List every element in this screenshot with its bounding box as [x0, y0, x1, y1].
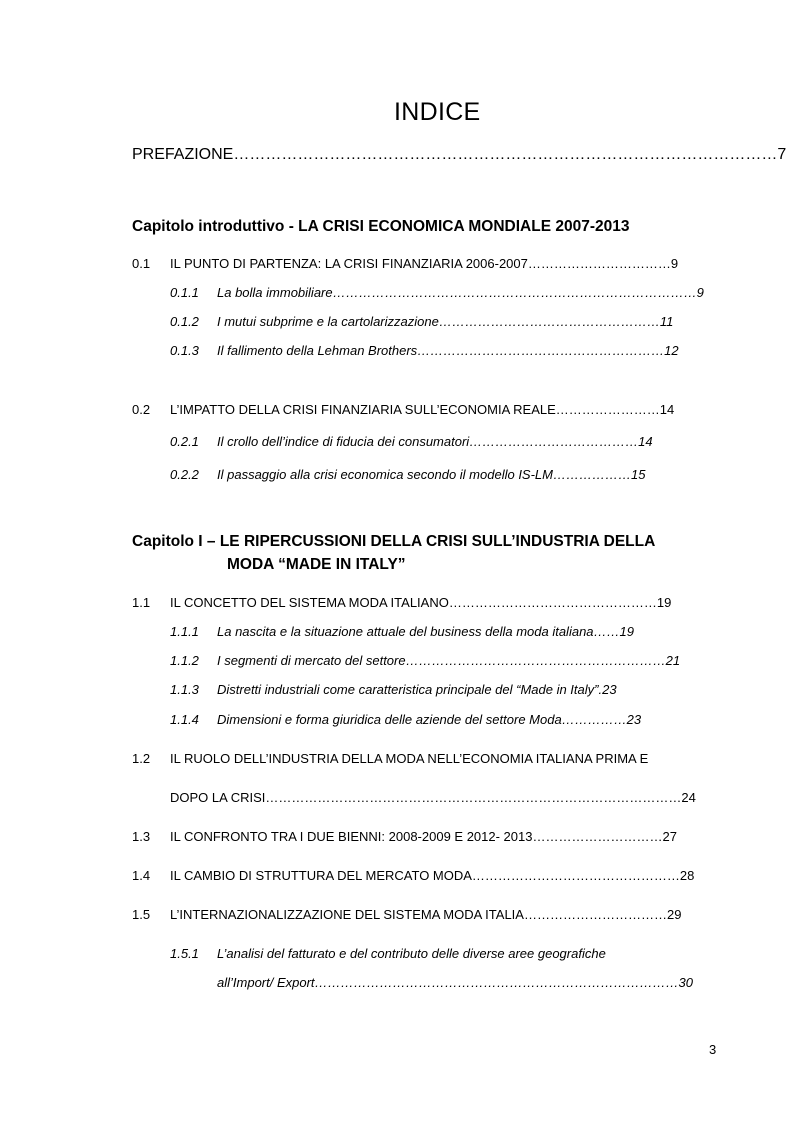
- toc-number-0-1-2: 0.1.2: [170, 314, 199, 329]
- toc-number-1-3: 1.3: [132, 829, 151, 844]
- toc-entry-1-3[interactable]: IL CONFRONTO TRA I DUE BIENNI: 2008-2009 E 2012- 2013…………………………27: [170, 829, 677, 844]
- toc-number-1-1-1: 1.1.1: [170, 624, 199, 639]
- toc-number-0-1-1: 0.1.1: [170, 285, 199, 300]
- toc-entry-1-5-1-line2[interactable]: all’Import/ Export…………………………………………………………………………30: [217, 975, 693, 990]
- toc-entry-1-2-line2[interactable]: DOPO LA CRISI……………………………………………………………………………………24: [170, 790, 696, 805]
- chapter-heading-intro[interactable]: Capitolo introduttivo - LA CRISI ECONOMICA MONDIALE 2007-2013: [132, 218, 630, 235]
- toc-entry-1-5-1-line1[interactable]: L’analisi del fatturato e del contributo delle diverse aree geografiche: [217, 946, 606, 961]
- toc-entry-0-2-1[interactable]: Il crollo dell’indice di fiducia dei consumatori…………………………………14: [217, 434, 653, 449]
- toc-entry-1-1[interactable]: IL CONCETTO DEL SISTEMA MODA ITALIANO…………………………………………19: [170, 595, 672, 610]
- chapter-heading-1-line1[interactable]: Capitolo I – LE RIPERCUSSIONI DELLA CRISI SULL’INDUSTRIA DELLA: [132, 533, 656, 550]
- page-title: INDICE: [394, 98, 481, 126]
- toc-entry-0-1[interactable]: IL PUNTO DI PARTENZA: LA CRISI FINANZIARIA 2006-2007……………………………9: [170, 256, 679, 271]
- toc-number-0-1: 0.1: [132, 256, 151, 271]
- toc-number-1-1: 1.1: [132, 595, 151, 610]
- toc-entry-1-5[interactable]: L’INTERNAZIONALIZZAZIONE DEL SISTEMA MODA ITALIA……………………………29: [170, 907, 682, 922]
- toc-entry-0-1-2[interactable]: I mutui subprime e la cartolarizzazione……………………………………………11: [217, 314, 674, 329]
- toc-entry-1-1-2[interactable]: I segmenti di mercato del settore……………………………………………………21: [217, 653, 681, 668]
- page-number: 3: [709, 1042, 717, 1057]
- chapter-heading-1-line2[interactable]: MODA “MADE IN ITALY”: [227, 556, 406, 573]
- toc-entry-1-1-1[interactable]: La nascita e la situazione attuale del business della moda italiana……19: [217, 624, 634, 639]
- toc-entry-0-1-3[interactable]: Il fallimento della Lehman Brothers…………………………………………………12: [217, 343, 679, 358]
- toc-number-0-2-2: 0.2.2: [170, 467, 199, 482]
- toc-number-1-2: 1.2: [132, 751, 151, 766]
- toc-entry-1-1-3[interactable]: Distretti industriali come caratteristica principale del “Made in Italy”.23: [217, 682, 617, 697]
- toc-entry-1-1-4[interactable]: Dimensioni e forma giuridica delle aziende del settore Moda……………23: [217, 712, 642, 727]
- toc-number-1-1-3: 1.1.3: [170, 682, 199, 697]
- toc-entry-0-2-2[interactable]: Il passaggio alla crisi economica secondo il modello IS-LM………………15: [217, 467, 646, 482]
- toc-number-0-2: 0.2: [132, 402, 151, 417]
- toc-number-1-4: 1.4: [132, 868, 151, 883]
- toc-number-1-5: 1.5: [132, 907, 151, 922]
- toc-entry-0-2[interactable]: L’IMPATTO DELLA CRISI FINANZIARIA SULL’ECONOMIA REALE……………………14: [170, 402, 675, 417]
- toc-entry-1-2-line1[interactable]: IL RUOLO DELL’INDUSTRIA DELLA MODA NELL’ECONOMIA ITALIANA PRIMA E: [170, 751, 649, 766]
- toc-number-1-1-2: 1.1.2: [170, 653, 199, 668]
- toc-entry-1-4[interactable]: IL CAMBIO DI STRUTTURA DEL MERCATO MODA…………………………………………28: [170, 868, 695, 883]
- toc-number-0-1-3: 0.1.3: [170, 343, 199, 358]
- toc-number-1-1-4: 1.1.4: [170, 712, 199, 727]
- toc-number-1-5-1: 1.5.1: [170, 946, 199, 961]
- toc-entry-0-1-1[interactable]: La bolla immobiliare…………………………………………………………………………9: [217, 285, 704, 300]
- toc-entry-preface[interactable]: PREFAZIONE…………………………………………………………………………………………7: [132, 146, 787, 163]
- toc-number-0-2-1: 0.2.1: [170, 434, 199, 449]
